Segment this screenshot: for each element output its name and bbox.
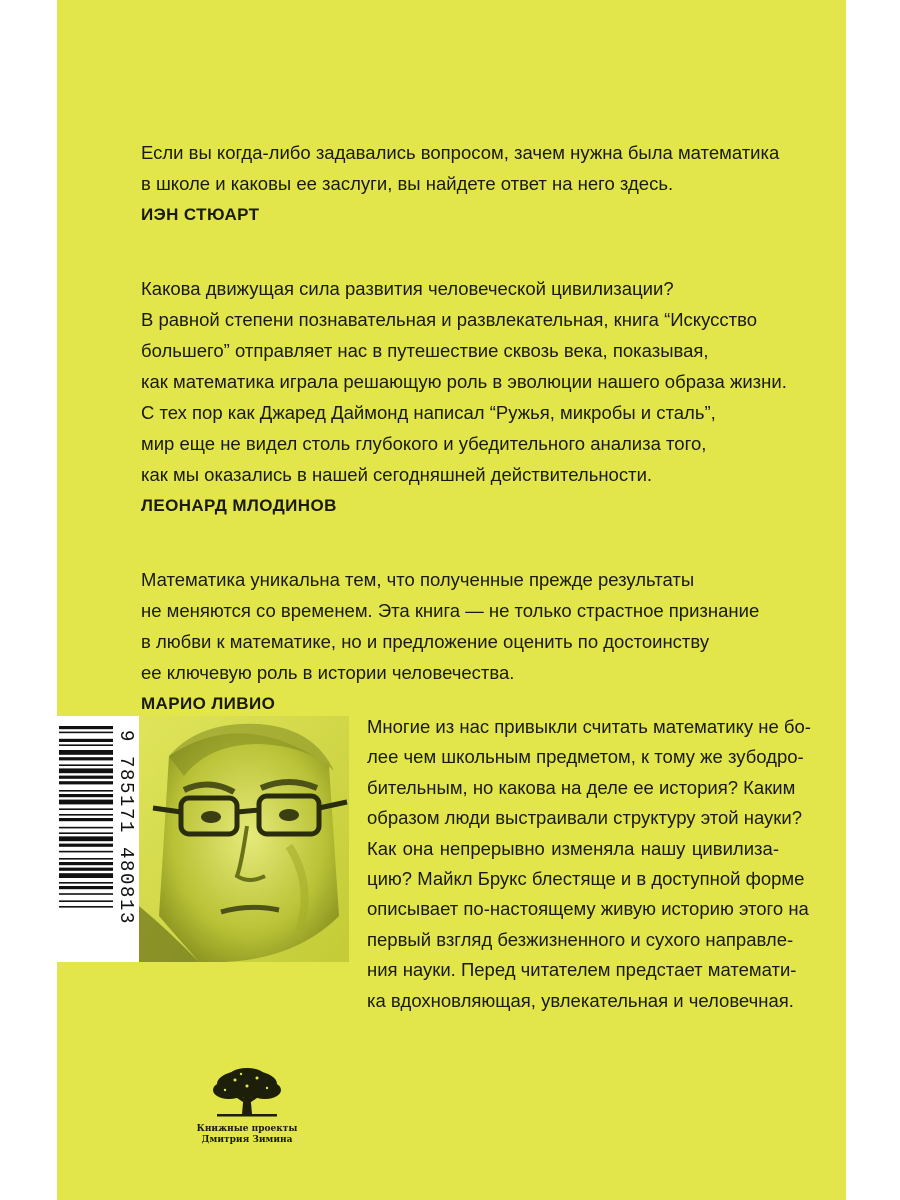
- quote-line: ее ключевую роль в истории человечества.: [141, 662, 515, 683]
- description-line: ния науки. Перед читателем предстает математи-: [367, 959, 797, 981]
- quote-author: ИЭН СТЮАРТ: [141, 205, 260, 224]
- quotes-section: [141, 137, 811, 762]
- quote-stewart: [141, 137, 801, 227]
- description-line: бительным, но какова на деле ее история? Каким: [367, 776, 796, 798]
- publisher-logo: [187, 1066, 307, 1156]
- description-line: Как она непрерывно изменяла нашу цивилиза-: [367, 837, 779, 859]
- quote-author: ЛЕОНАРД МЛОДИНОВ: [141, 496, 337, 515]
- book-description: [367, 712, 811, 1016]
- description-line: описывает по-настоящему живую историю этого на: [367, 898, 809, 920]
- quote-line: большего” отправляет нас в путешествие сквозь века, показывая,: [141, 340, 709, 361]
- quote-line: Какова движущая сила развития человеческой цивилизации?: [141, 278, 674, 299]
- quote-line: не меняются со временем. Эта книга — не только страстное признание: [141, 600, 760, 621]
- tree-icon: [207, 1066, 287, 1122]
- description-line: ка вдохновляющая, увлекательная и человечная.: [367, 989, 794, 1011]
- description-line: лее чем школьным предметом, к тому же зубодро-: [367, 746, 804, 768]
- barcode-digits: 9 785171 480813: [115, 730, 137, 926]
- barcode: [57, 716, 139, 962]
- quote-mlodinow: [141, 273, 801, 518]
- publisher-line-2: Дмитрия Зимина: [201, 1135, 293, 1145]
- quote-line: в школе и каковы ее заслуги, вы найдете ответ на него здесь.: [141, 173, 674, 194]
- quote-author: МАРИО ЛИВИО: [141, 694, 276, 713]
- quote-line: В равной степени познавательная и развлекательная, книга “Искусство: [141, 309, 758, 330]
- description-line: Многие из нас привыкли считать математику не бо-: [367, 716, 811, 737]
- quote-line: мир еще не видел столь глубокого и убедительного анализа того,: [141, 433, 707, 454]
- quote-livio: [141, 564, 801, 716]
- book-back-cover: [57, 0, 846, 1200]
- description-line: цию? Майкл Брукс блестяще и в доступной форме: [367, 868, 805, 890]
- author-portrait: [139, 716, 349, 962]
- quote-line: как математика играла решающую роль в эволюции нашего образа жизни.: [141, 371, 787, 392]
- quote-line: С тех пор как Джаред Даймонд написал “Ружья, микробы и сталь”,: [141, 402, 716, 423]
- publisher-name: [187, 1124, 307, 1146]
- quote-line: Математика уникальна тем, что полученные прежде результаты: [141, 569, 695, 590]
- description-line: образом люди выстраивали структуру этой науки?: [367, 807, 803, 829]
- description-line: первый взгляд безжизненного и сухого направле-: [367, 928, 794, 950]
- publisher-line-1: Книжные проекты: [196, 1124, 298, 1134]
- quote-line: Если вы когда-либо задавались вопросом, зачем нужна была математика: [141, 142, 780, 163]
- author-photo-icon: [139, 716, 349, 962]
- quote-line: в любви к математике, но и предложение оценить по достоинству: [141, 631, 710, 652]
- quote-line: как мы оказались в нашей сегодняшней действительности.: [141, 464, 653, 485]
